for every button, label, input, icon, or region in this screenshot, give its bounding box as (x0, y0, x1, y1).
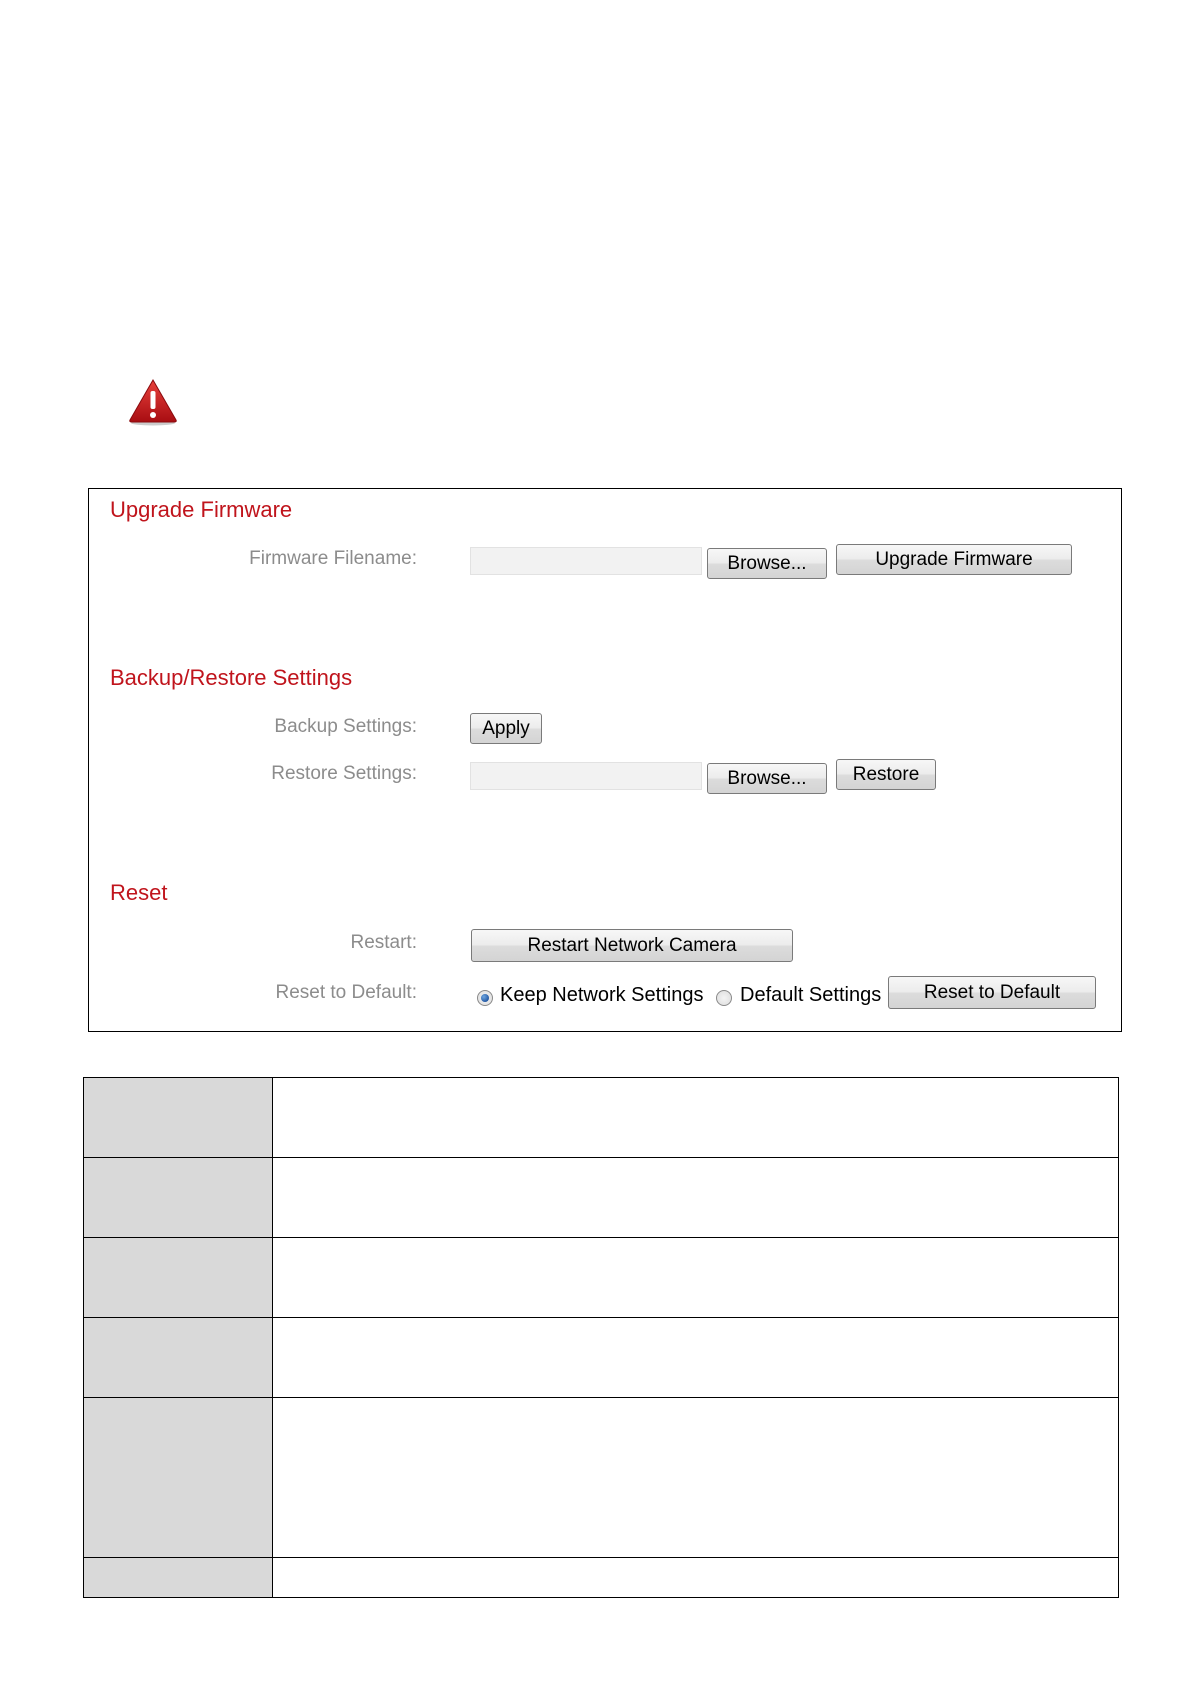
table-row (84, 1398, 1119, 1558)
table-value-cell (273, 1238, 1119, 1318)
description-table (83, 1077, 1119, 1598)
upgrade-firmware-title: Upgrade Firmware (110, 497, 293, 522)
table-value-cell (273, 1318, 1119, 1398)
table-value-cell (273, 1158, 1119, 1238)
backup-restore-title: Backup/Restore Settings (110, 665, 353, 690)
table-key-cell (84, 1158, 273, 1238)
keep-network-settings-radio[interactable] (477, 990, 493, 1006)
backup-settings-label: Backup Settings: (274, 716, 417, 737)
restart-label: Restart: (350, 932, 417, 953)
table-value-cell (273, 1398, 1119, 1558)
default-settings-label: Default Settings (740, 984, 882, 1006)
table-row (84, 1078, 1119, 1158)
table-row (84, 1158, 1119, 1238)
backup-apply-button[interactable]: Apply (470, 713, 542, 744)
reset-title: Reset (110, 880, 168, 905)
restart-network-camera-button[interactable]: Restart Network Camera (471, 929, 793, 962)
table-row (84, 1318, 1119, 1398)
table-key-cell (84, 1238, 273, 1318)
restore-browse-button[interactable]: Browse... (707, 763, 827, 794)
table-key-cell (84, 1078, 273, 1158)
keep-network-settings-label: Keep Network Settings (500, 984, 704, 1006)
restore-settings-label: Restore Settings: (271, 763, 417, 784)
warning-icon (128, 378, 178, 426)
firmware-filename-input[interactable] (470, 547, 702, 575)
restore-button[interactable]: Restore (836, 759, 936, 790)
firmware-filename-label: Firmware Filename: (249, 548, 417, 569)
table-key-cell (84, 1318, 273, 1398)
table-row (84, 1558, 1119, 1598)
table-value-cell (273, 1078, 1119, 1158)
table-key-cell (84, 1398, 273, 1558)
reset-to-default-label: Reset to Default: (275, 982, 417, 1003)
table-value-cell (273, 1558, 1119, 1598)
upgrade-firmware-button[interactable]: Upgrade Firmware (836, 544, 1072, 575)
restore-filename-input[interactable] (470, 762, 702, 790)
table-row (84, 1238, 1119, 1318)
reset-to-default-button[interactable]: Reset to Default (888, 976, 1096, 1009)
default-settings-radio[interactable] (716, 990, 732, 1006)
table-key-cell (84, 1558, 273, 1598)
firmware-browse-button[interactable]: Browse... (707, 548, 827, 579)
